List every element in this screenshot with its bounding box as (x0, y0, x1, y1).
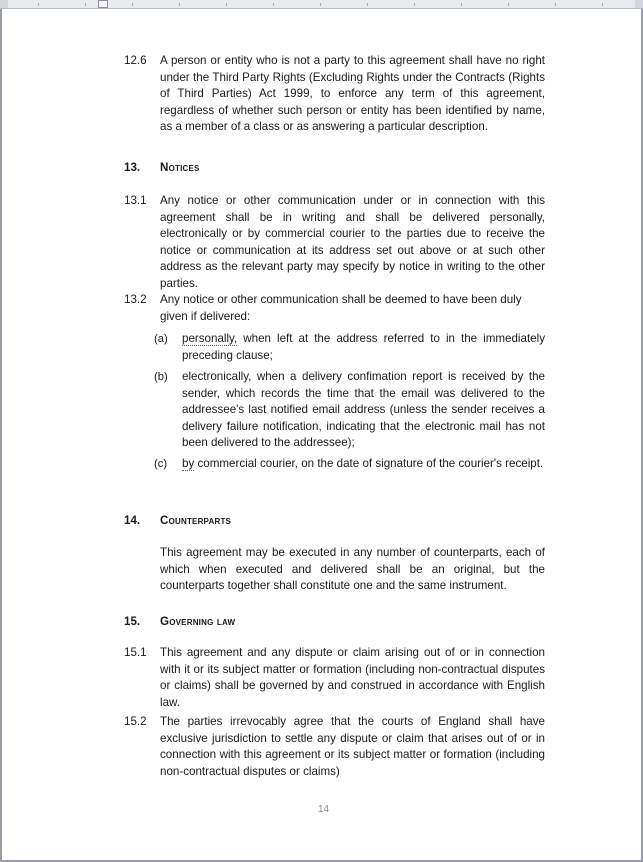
subclause-a[interactable] (154, 331, 545, 364)
ruler-tick (367, 3, 368, 6)
page-content (2, 9, 641, 860)
ruler-tick (38, 3, 39, 6)
heading-13-notices[interactable] (124, 160, 545, 176)
subclause-letter: (a) (154, 333, 168, 345)
subclause-letter: (b) (154, 371, 168, 383)
ruler-tick (602, 3, 603, 6)
ruler-tick (85, 3, 86, 6)
subclause-b[interactable] (154, 369, 545, 452)
heading-14-counterparts[interactable] (124, 513, 545, 529)
grammar-flagged-word[interactable]: personally, (182, 332, 238, 345)
clause-number: 12.6 (124, 54, 147, 67)
clause-14-body[interactable] (124, 545, 545, 595)
subclause-text-rest: commercial courier, on the date of signature of the courier's receipt. (194, 457, 544, 470)
first-line-indent-marker[interactable] (98, 0, 108, 8)
ruler-tick (555, 3, 556, 6)
clause-text: A person or entity who is not a party to this agreement shall have no right under the Third Party Rights (Excluding Rights under the Contracts (Rights of Third Parties) Act 1999, to enforce any term of this agreement, regardless of whether such person or entity has been identified by name, as a member of a class or as answering a particular description. (160, 54, 545, 134)
heading-number: 15. (124, 615, 141, 628)
clause-number: 15.2 (124, 715, 147, 728)
clause-15-1[interactable] (124, 645, 545, 711)
subclause-text: electronically, when a delivery confimation report is received by the sender, which records the time that the email was delivered to the addressee's last notified email address (unless the sender receives a delivery failure notification, indicating that the electronic mail has not been delivered to the addressee); (182, 370, 545, 450)
clause-text: This agreement and any dispute or claim arising out of or in connection with it or its subject matter or formation (including non-contractual disputes or claims) shall be governed by and construed in accordance with English law. (160, 646, 545, 709)
clause-number: 15.1 (124, 646, 147, 659)
clause-15-2[interactable] (124, 714, 545, 780)
clause-text: Any notice or other communication shall be deemed to have been duly given if delivered: (160, 293, 522, 323)
document-ruler[interactable] (0, 0, 643, 9)
heading-15-governing-law[interactable] (124, 614, 545, 630)
clause-12-6[interactable] (124, 53, 545, 136)
clause-text: Any notice or other communication under or in connection with this agreement shall be in writing and shall be delivered personally, electronically or by commercial courier to the parties due to receive the notice or communication at its address set out above or at such other address as the relevant party may specify by notice in writing to the other parties. (160, 194, 545, 290)
ruler-tick (461, 3, 462, 6)
subclause-text (182, 456, 545, 473)
document-page (0, 9, 643, 862)
clause-number: 13.1 (124, 194, 147, 207)
ruler-tick (320, 3, 321, 6)
page-number-footer: 14 (317, 804, 330, 815)
ruler-tick (226, 3, 227, 6)
subclause-letter: (c) (154, 458, 168, 470)
subclause-c[interactable] (154, 456, 545, 473)
ruler-tick (508, 3, 509, 6)
heading-number: 14. (124, 514, 141, 527)
ruler-tick (273, 3, 274, 6)
grammar-flagged-word[interactable]: by (182, 457, 195, 470)
clause-13-2[interactable] (124, 292, 545, 325)
ruler-tick (414, 3, 415, 6)
ruler-tick (132, 3, 133, 6)
ruler-tick (179, 3, 180, 6)
heading-title: Governing law (160, 615, 236, 628)
clause-text: This agreement may be executed in any number of counterparts, each of which when executed and delivered shall be an original, but the counterparts together shall constitute one and the same instrument. (160, 546, 545, 593)
heading-number: 13. (124, 161, 141, 174)
heading-title: Counterparts (160, 514, 232, 527)
heading-title: Notices (160, 161, 200, 174)
clause-13-1[interactable] (124, 193, 545, 293)
subclause-text (182, 331, 545, 364)
subclause-text-rest: when left at the address referred to in the immediately preceding clause; (182, 332, 545, 362)
clause-text: The parties irrevocably agree that the courts of England shall have exclusive jurisdiction to settle any dispute or claim that arises out of or in connection with this agreement or its subject matter or formation (including non-contractual disputes or claims) (160, 715, 545, 778)
clause-number: 13.2 (124, 293, 147, 306)
